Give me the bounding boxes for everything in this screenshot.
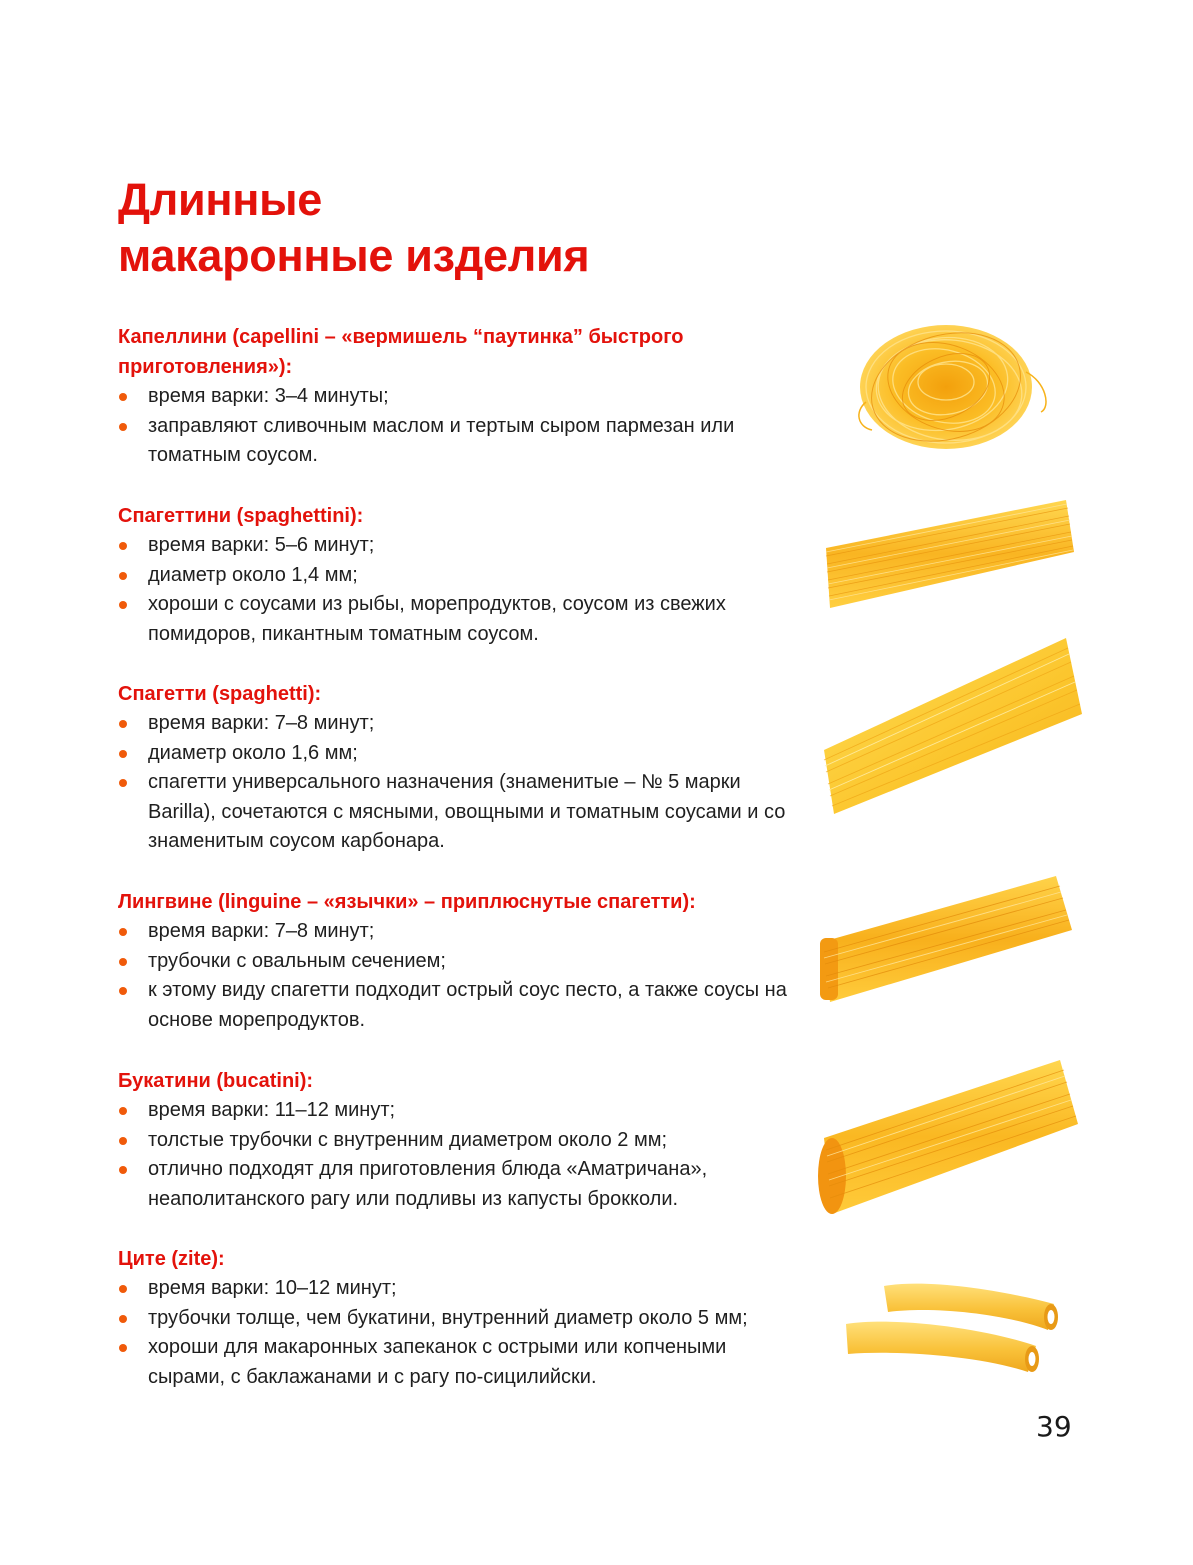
list-item xyxy=(118,531,808,561)
page-title-line1: Длинные xyxy=(118,174,323,225)
list-item xyxy=(118,412,808,471)
list-item-text: заправляют сливочным маслом и тертым сыром пармезан или томатным соусом. xyxy=(148,414,735,466)
list-item-text: трубочки толще, чем букатини, внутренний диаметр около 5 мм; xyxy=(148,1306,748,1329)
list-item xyxy=(118,1096,808,1126)
list-item xyxy=(118,1126,808,1156)
list-item xyxy=(118,917,808,947)
section-heading: Букатини (bucatini): xyxy=(118,1070,314,1092)
list-item-text: толстые трубочки с внутренним диаметром около 2 мм; xyxy=(148,1128,668,1151)
bullet-icon xyxy=(119,720,127,728)
bullet-icon xyxy=(119,542,127,550)
section-heading: Спагетти (spaghetti): xyxy=(118,683,322,705)
list-item-text: к этому виду спагетти подходит острый соус песто, а также соусы на основе морепродуктов. xyxy=(148,979,787,1031)
section-heading: Ците (zite): xyxy=(118,1248,225,1270)
bullet-icon xyxy=(119,1107,127,1115)
bullet-icon xyxy=(119,1285,127,1293)
section-spaghetti xyxy=(118,679,808,857)
list-item xyxy=(118,590,808,649)
list-item xyxy=(118,1155,808,1214)
list-item-text: время варки: 10–12 минут; xyxy=(148,1277,397,1299)
bullet-icon xyxy=(119,987,127,995)
section-spaghettini xyxy=(118,501,808,649)
section-bucatini xyxy=(118,1066,808,1214)
list-item xyxy=(118,1274,808,1304)
list-item xyxy=(118,947,808,977)
section-heading: Лингвине (linguine – «язычки» – приплюснутые спагетти): xyxy=(118,891,696,913)
list-item-text: отлично подходят для приготовления блюда «Аматричана», неаполитанского рагу или подливы из капусты брокколи. xyxy=(148,1158,708,1210)
list-item xyxy=(118,768,808,857)
list-item-text: трубочки с овальным сечением; xyxy=(148,949,446,972)
list-item-text: время варки: 3–4 минуты; xyxy=(148,385,389,407)
list-item-text: время варки: 7–8 минут; xyxy=(148,920,375,942)
list-item-text: время варки: 7–8 минут; xyxy=(148,712,375,734)
list-item xyxy=(118,561,808,591)
list-item xyxy=(118,709,808,739)
capellini-nest-image xyxy=(846,312,1056,462)
bullet-list xyxy=(118,917,808,1035)
list-item xyxy=(118,739,808,769)
bullet-icon xyxy=(119,1166,127,1174)
bucatini-bundle-image xyxy=(816,1054,1084,1224)
zite-tubes-image xyxy=(840,1272,1070,1382)
list-item xyxy=(118,1333,808,1392)
bullet-icon xyxy=(119,572,127,580)
bullet-icon xyxy=(119,423,127,431)
bullet-icon xyxy=(119,393,127,401)
bullet-list xyxy=(118,709,808,857)
section-capellini xyxy=(118,322,808,471)
section-zite xyxy=(118,1244,808,1392)
section-heading: Спагеттини (spaghettini): xyxy=(118,505,364,527)
list-item xyxy=(118,1304,808,1334)
list-item-text: диаметр около 1,4 мм; xyxy=(148,563,358,586)
section-linguine xyxy=(118,887,808,1035)
page-title xyxy=(118,172,589,284)
bullet-list xyxy=(118,1096,808,1214)
bullet-icon xyxy=(119,1344,127,1352)
list-item xyxy=(118,382,808,412)
linguine-bundle-image xyxy=(816,870,1078,1010)
section-heading: Капеллини (capellini – «вермишель “паутинка” быстрого приготовления»): xyxy=(118,326,684,378)
bullet-icon xyxy=(119,958,127,966)
bullet-icon xyxy=(119,1315,127,1323)
list-item-text: хороши с соусами из рыбы, морепродуктов, соусом из свежих помидоров, пикантным томатным соусом. xyxy=(148,593,726,645)
list-item-text: спагетти универсального назначения (знаменитые – № 5 марки Barilla), сочетаются с мясными, овощными и томатным соусами и со знаменитым соусом карбонара. xyxy=(148,771,786,852)
page-title-line2: макаронные изделия xyxy=(118,230,590,281)
bullet-icon xyxy=(119,601,127,609)
bullet-icon xyxy=(119,750,127,758)
bullet-list xyxy=(118,382,808,471)
list-item-text: хороши для макаронных запеканок с острыми или копчеными сырами, с баклажанами и с рагу по-сицилийски. xyxy=(148,1336,727,1388)
list-item-text: время варки: 5–6 минут; xyxy=(148,534,375,556)
bullet-icon xyxy=(119,1137,127,1145)
list-item xyxy=(118,976,808,1035)
list-item-text: время варки: 11–12 минут; xyxy=(148,1099,396,1121)
page-number: 39 xyxy=(1036,1410,1072,1443)
bullet-list xyxy=(118,1274,808,1392)
bullet-icon xyxy=(119,779,127,787)
spaghetti-bundle-image xyxy=(816,632,1086,822)
list-item-text: диаметр около 1,6 мм; xyxy=(148,741,358,764)
bullet-icon xyxy=(119,928,127,936)
spaghettini-bundle-image xyxy=(816,490,1078,620)
bullet-list xyxy=(118,531,808,649)
